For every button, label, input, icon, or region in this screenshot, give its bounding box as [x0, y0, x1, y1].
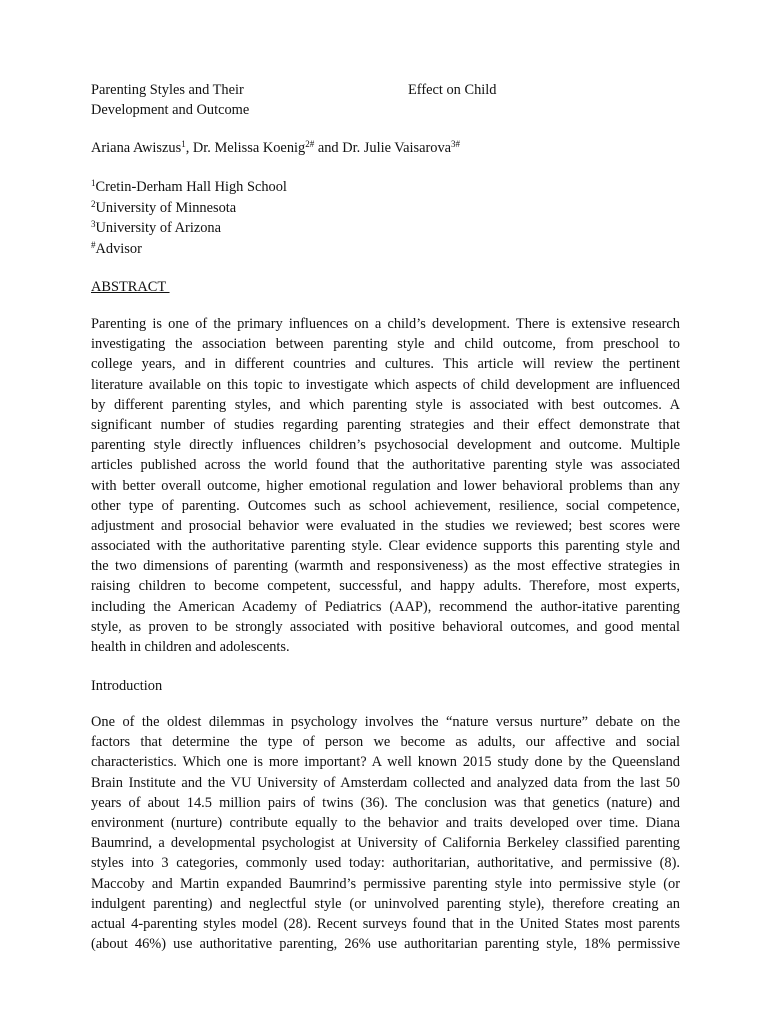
- author-1-sup: 1: [181, 139, 186, 149]
- abstract-line: other type of parenting. Outcomes such as school achievement, resilience, social competence,: [91, 497, 680, 514]
- intro-line: Baumrind, a developmental psychologist at University of California Berkeley classified parenting: [91, 835, 680, 852]
- author-2: , Dr. Melissa Koenig: [185, 140, 306, 156]
- intro-line: years of about 14.5 million pairs of twins (36). The conclusion was that genetics (nature) and: [91, 794, 680, 811]
- author-line: [91, 139, 460, 157]
- affiliation-sup: 2: [91, 199, 96, 209]
- abstract-line: literature available on this topic to investigate which aspects of child development are influenced: [91, 376, 680, 393]
- affiliation-3: [91, 219, 221, 237]
- abstract-line: style, as proven to be strongly associated with positive behavioral outcomes, and good mental: [91, 618, 680, 635]
- affiliation-1: [91, 178, 287, 196]
- author-2-sup: 2#: [305, 139, 315, 149]
- abstract-line: parenting style directly influences children’s psychosocial development and outcome. Multiple: [91, 437, 680, 454]
- abstract-line: articles published across the world found that the authoritative parenting style was associated: [91, 457, 680, 474]
- author-3: and Dr. Julie Vaisarova: [314, 140, 452, 156]
- intro-line: characteristics. Which one is more important? A well known 2015 study done by the Queensland: [91, 754, 680, 771]
- abstract-line: college years, and in different countries and cultures. This article will review the pertinent: [91, 356, 680, 373]
- affiliation-sup: #: [91, 240, 96, 250]
- abstract-line: investigating the association between parenting style and child outcome, from preschool to: [91, 336, 680, 353]
- abstract-line: raising children to become competent, successful, and happy adults. Therefore, most experts,: [91, 578, 680, 595]
- intro-line: factors that determine the type of person we become as adults, our affective and social: [91, 734, 680, 751]
- title-line-1: [91, 81, 244, 99]
- intro-line: One of the oldest dilemmas in psychology involves the “nature versus nurture” debate on the: [91, 714, 680, 730]
- introduction-paragraph: [91, 712, 680, 954]
- intro-line: indulgent parenting) and neglectful style (or uninvolved parenting style), therefore creating an: [91, 895, 680, 912]
- abstract-paragraph: [91, 314, 680, 657]
- abstract-line: Parenting is one of the primary influences on a child’s development. There is extensive research: [91, 316, 680, 332]
- abstract-line: adjustment and prosocial behavior were evaluated in the studies we reviewed; best scores were: [91, 517, 680, 534]
- intro-line: styles into 3 categories, commonly used today: authoritarian, authoritative, and permissive (8).: [91, 855, 680, 872]
- affiliation-text: Advisor: [95, 241, 142, 257]
- intro-line: actual 4-parenting styles model (28). Recent surveys found that in the United States most parents: [91, 915, 680, 932]
- author-3-sup: 3#: [451, 139, 461, 149]
- title-part-2: Effect on Child: [408, 82, 497, 98]
- title-line-2: Development and Outcome: [91, 102, 250, 118]
- abstract-line: including the American Academy of Pediatrics (AAP), recommend the author-itative parenting: [91, 598, 680, 615]
- affiliation-text: University of Arizona: [95, 220, 221, 236]
- abstract-line: the two dimensions of parenting (warmth and responsiveness) as the most effective strategies in: [91, 558, 680, 575]
- intro-line: Brain Institute and the VU University of Amsterdam collected and analyzed data from the last 50: [91, 774, 680, 791]
- affiliation-4: [91, 240, 142, 258]
- abstract-line: health in children and adolescents.: [91, 639, 290, 655]
- intro-line: (about 46%) use authoritative parenting, 26% use authoritarian parenting style, 18% permissive: [91, 936, 680, 953]
- introduction-heading: Introduction: [91, 678, 163, 694]
- abstract-line: by different parenting styles, and which parenting style is associated with best outcomes. A: [91, 396, 680, 413]
- abstract-line: associated with the authoritative parenting style. Clear evidence supports this parenting style and: [91, 538, 680, 555]
- affiliation-sup: 3: [91, 219, 96, 229]
- affiliation-text: University of Minnesota: [95, 200, 237, 216]
- intro-line: environment (nurture) contribute equally to the behavior and traits developed over time. Diana: [91, 814, 680, 831]
- abstract-line: with better overall outcome, higher emotional regulation and lower behavioral problems than any: [91, 477, 680, 494]
- affiliation-text: Cretin-Derham Hall High School: [95, 179, 287, 195]
- affiliation-2: [91, 199, 236, 217]
- abstract-line: significant number of studies regarding parenting strategies and their effect demonstrate that: [91, 416, 680, 433]
- author-1: Ariana Awiszus: [91, 140, 182, 156]
- intro-line: Maccoby and Martin expanded Baumrind’s permissive parenting style into permissive style (or: [91, 875, 680, 892]
- abstract-heading: ABSTRACT: [91, 279, 170, 295]
- affiliation-sup: 1: [91, 178, 96, 188]
- title-part-1: Parenting Styles and Their: [91, 82, 244, 98]
